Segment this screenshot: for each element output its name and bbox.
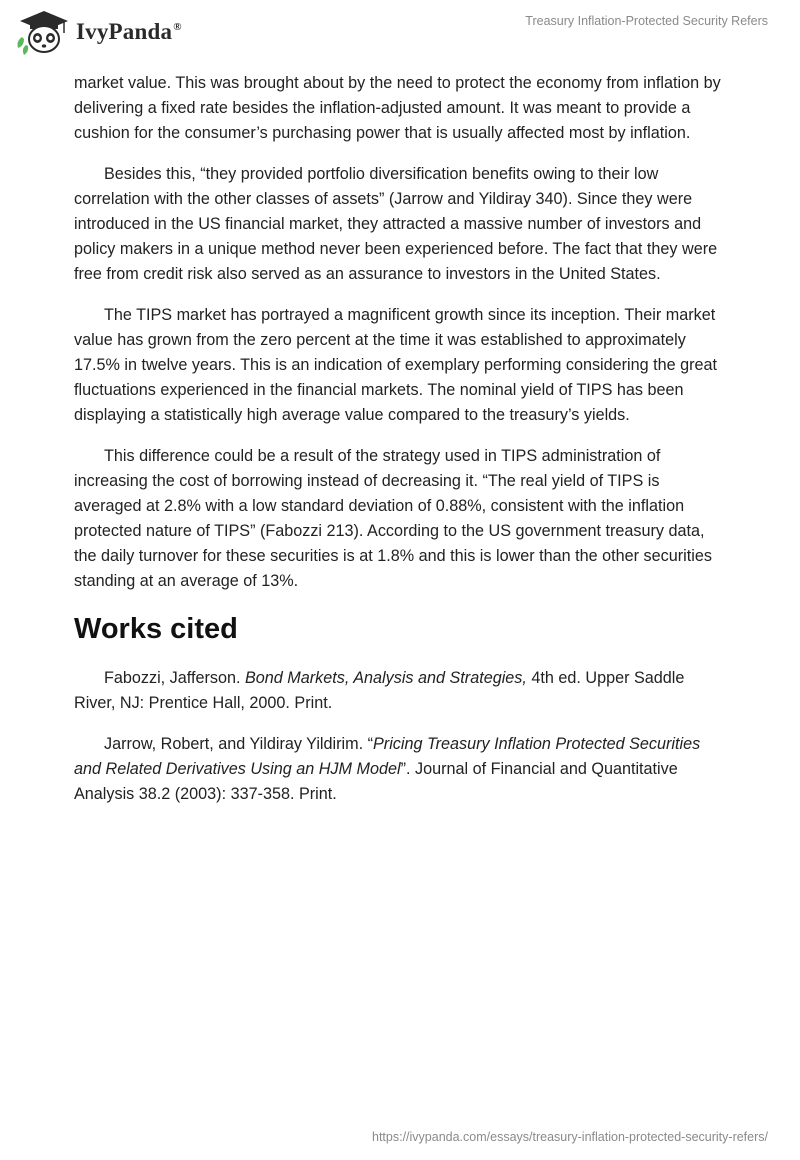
essay-body [74,71,730,823]
document-title: Treasury Inflation-Protected Security Refers [525,14,768,28]
ivypanda-logo[interactable] [14,7,182,57]
citation-jarrow [74,732,730,807]
paragraph-2: Besides this, “they provided portfolio diversification benefits owing to their low correlation with the other classes of assets” (Jarrow and Yildiray 340). Since they were introduced in the US financial market, they attracted a massive number of investors and policy makers in a unique method never been experienced before. The fact that they were free from credit risk also served as an assurance to investors in the United States. [74,165,718,283]
citation-details: ”. Journal of Financial and Quantitative Analysis 38.2 (2003): 337-358. Print. [74,760,678,803]
panda-mascot-icon [14,7,70,57]
citation-title: Bond Markets, Analysis and Strategies, [244,669,527,687]
brand-text: IvyPanda [76,19,173,44]
citation-fabozzi [74,666,730,716]
paragraph-1: market value. This was brought about by the need to protect the economy from inflation by delivering a fixed rate besides the inflation-adjusted amount. It was meant to provide a cushion for the consumer’s purchasing power that is usually affected most by inflation. [74,74,721,142]
citation-title: Pricing Treasury Inflation Protected Securities and Related Derivatives Using an HJM Model [74,735,701,778]
citation-author: Jarrow, Robert, and Yildiray Yildirim. “ [104,735,373,753]
citation-details: 4th ed. Upper Saddle River, NJ: Prentice Hall, 2000. Print. [74,669,685,712]
brand-name [76,19,182,45]
paragraph-3: The TIPS market has portrayed a magnificent growth since its inception. Their market value has grown from the zero percent at the time it was established to approximately 17.5% in twelve years. This is an indication of exemplary performing considering the great fluctuations experienced in the financial markets. The nominal yield of TIPS has been displaying a statistically high average value compared to the treasury’s yields. [74,306,718,424]
citation-author: Fabozzi, Jafferson. [104,669,245,687]
page-header [0,0,800,70]
paragraph-4: This difference could be a result of the strategy used in TIPS administration of increasing the cost of borrowing instead of decreasing it. “The real yield of TIPS is averaged at 2.8% with a low standard deviation of 0.88%, consistent with the inflation protected nature of TIPS” (Fabozzi 213). According to the US government treasury data, the daily turnover for these securities is at 1.8% and this is lower than the other securities standing at an average of 13%. [74,447,712,590]
source-url[interactable]: https://ivypanda.com/essays/treasury-inflation-protected-security-refers/ [372,1130,768,1144]
works-cited-heading: Works cited [74,613,238,645]
registered-mark: ® [173,21,182,34]
